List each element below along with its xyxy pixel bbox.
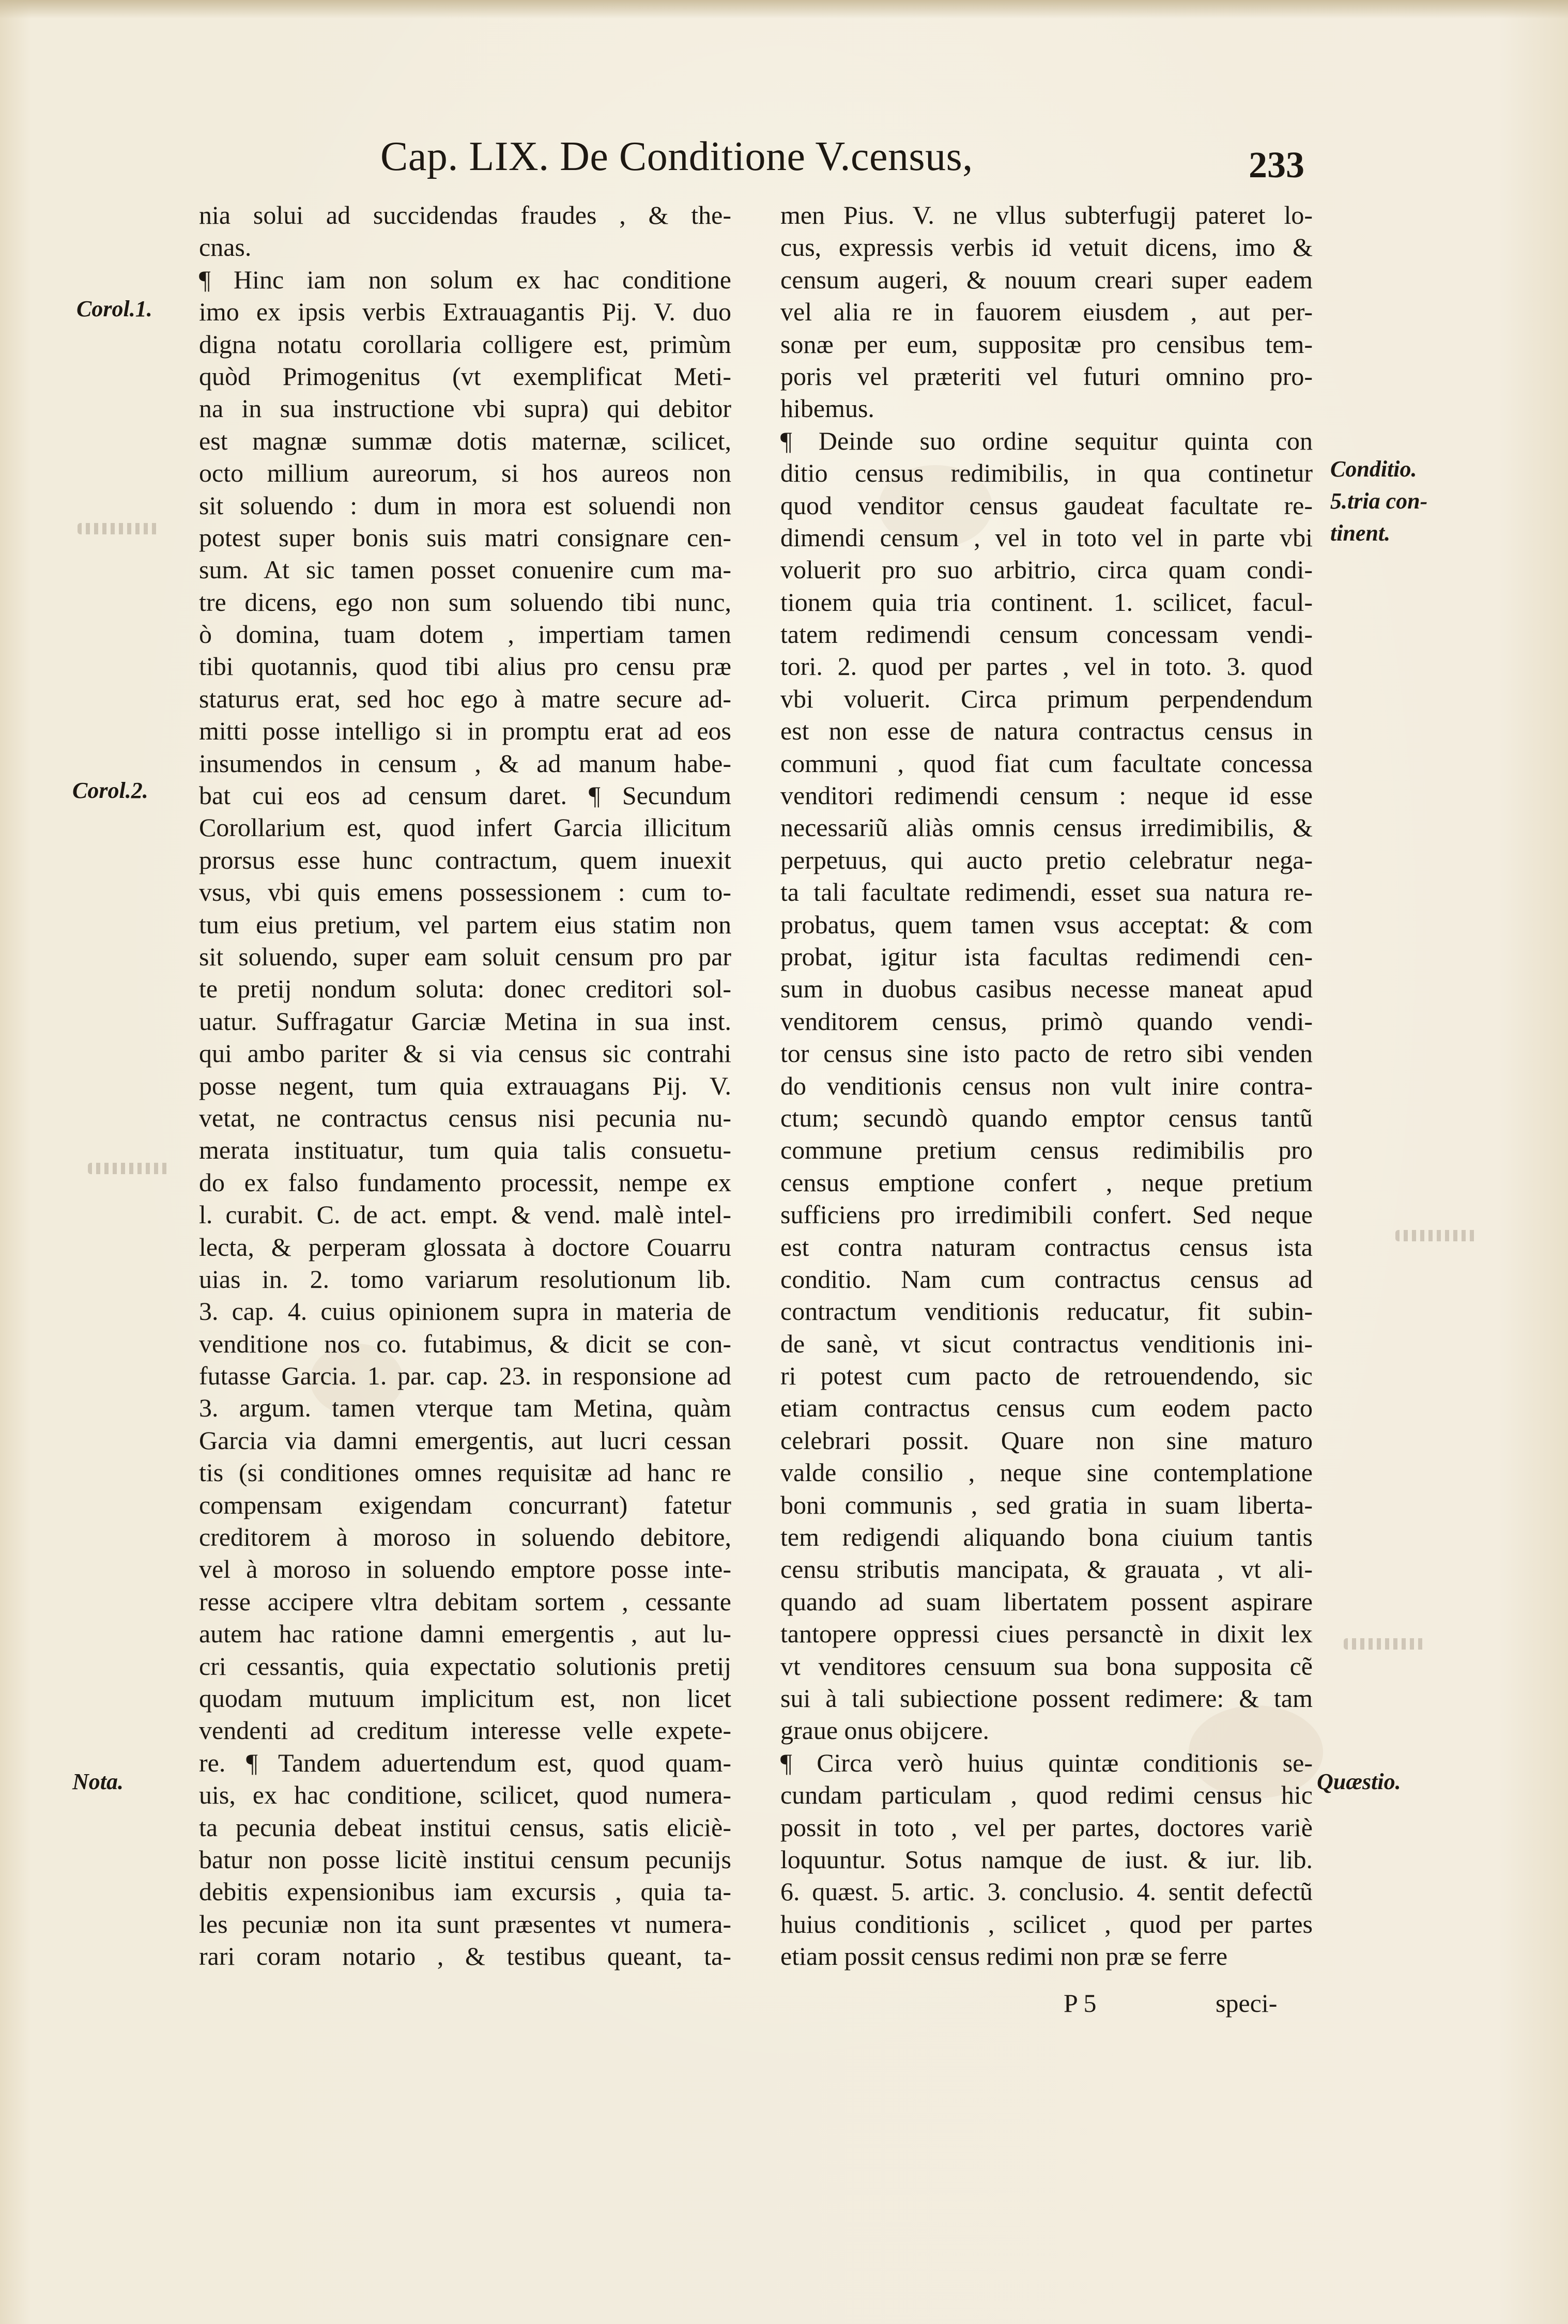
text-line: vendenti ad creditum interesse velle expete-: [199, 1716, 731, 1745]
text-line: uias in. 2. tomo variarum resolutionum lib.: [199, 1264, 731, 1294]
margin-note-conditio-line-2: 5.tria con-: [1330, 488, 1428, 514]
text-line: uatur. Suffragatur Garciæ Metina in sua inst.: [199, 1006, 731, 1036]
text-line: ¶ Hinc iam non solum ex hac conditione: [199, 265, 731, 294]
text-line: tatem redimendi censum concessam vendi-: [780, 620, 1313, 649]
text-line: digna notatu corollaria colligere est, primùm: [199, 329, 731, 359]
text-line: etiam possit census redimi non præ se ferre: [780, 1942, 1228, 1971]
page-number: 233: [1249, 144, 1304, 186]
text-line: venditione nos co. futabimus, & dicit se con-: [199, 1329, 731, 1358]
text-line: graue onus obijcere.: [780, 1716, 990, 1745]
text-line: huius conditionis , scilicet , quod per partes: [780, 1909, 1313, 1938]
text-line: staturus erat, sed hoc ego à matre secure ad-: [199, 684, 731, 713]
text-line: voluerit pro suo arbitrio, circa quam condi-: [780, 555, 1313, 584]
right-text-column: [780, 199, 1313, 1972]
text-line: sit soluendo, super eam soluit censum pro par: [199, 942, 731, 971]
text-line: ctum; secundò quando emptor census tantũ: [780, 1103, 1313, 1132]
text-line: boni communis , sed gratia in suam liberta-: [780, 1490, 1313, 1519]
bleed-through-mark: [78, 523, 160, 534]
text-line: tantopere oppressi ciues persanctè in dixit lex: [780, 1619, 1313, 1649]
catchword: speci-: [1216, 1989, 1278, 2018]
text-line: compensam exigendam concurrant) fatetur: [199, 1490, 731, 1519]
text-line: ¶ Deinde suo ordine sequitur quinta con: [780, 426, 1313, 455]
text-line: sufficiens pro irredimibili confert. Sed neque: [780, 1200, 1313, 1229]
text-line: loquuntur. Sotus namque de iust. & iur. lib.: [780, 1844, 1313, 1874]
text-line: tori. 2. quod per partes , vel in toto. 3. quod: [780, 652, 1313, 681]
text-line: quod venditor census gaudeat facultate re-: [780, 490, 1313, 520]
text-line: do ex falso fundamento processit, nempe ex: [199, 1167, 731, 1197]
text-line: resse accipere vltra debitam sortem , cessante: [199, 1587, 731, 1616]
margin-note-nota: Nota.: [72, 1769, 124, 1794]
text-line: venditorem census, primò quando vendi-: [780, 1006, 1313, 1036]
margin-note-quaestio: Quæstio.: [1317, 1769, 1401, 1794]
text-line: l. curabit. C. de act. empt. & vend. malè intel-: [199, 1200, 731, 1229]
text-line: probatus, quem tamen vsus acceptat: & com: [780, 910, 1313, 939]
text-line: tibi quotannis, quod tibi alius pro censu præ: [199, 652, 731, 681]
text-line: insumendos in censum , & ad manum habe-: [199, 748, 731, 778]
left-text-column: [199, 199, 731, 1972]
text-line: creditorem à moroso in soluendo debitore,: [199, 1522, 731, 1552]
text-line: cundam particulam , quod redimi census hic: [780, 1780, 1313, 1810]
text-line: na in sua instructione vbi supra) qui debitor: [199, 394, 731, 423]
page-header: [380, 128, 1311, 190]
text-line: est magnæ summæ dotis maternæ, scilicet,: [199, 426, 731, 455]
text-line: commune pretium census redimibilis pro: [780, 1135, 1313, 1165]
text-line: venditori redimendi censum : neque id esse: [780, 781, 1313, 810]
text-line: lecta, & perperam glossata à doctore Couarru: [199, 1232, 731, 1261]
margin-note-corol-1: Corol.1.: [76, 296, 152, 321]
text-line: debitis expensionibus iam excursis , quia ta-: [199, 1877, 731, 1906]
text-line: cnas.: [199, 233, 252, 262]
text-line: 6. quæst. 5. artic. 3. conclusio. 4. sentit defectũ: [780, 1877, 1313, 1906]
running-title: Cap. LIX. De Conditione V.census,: [380, 134, 973, 179]
text-line: autem hac ratione damni emergentis , aut lu-: [199, 1619, 731, 1649]
text-line: qui ambo pariter & si via census sic contrahi: [199, 1039, 731, 1068]
margin-note-conditio: Conditio.: [1330, 456, 1417, 482]
text-line: conditio. Nam cum contractus census ad: [780, 1264, 1313, 1294]
text-line: 3. cap. 4. cuius opinionem supra in materia de: [199, 1297, 731, 1326]
text-line: imo ex ipsis verbis Extrauagantis Pij. V. duo: [199, 297, 731, 327]
bleed-through-mark: [1395, 1230, 1478, 1241]
text-line: re. ¶ Tandem aduertendum est, quod quam-: [199, 1748, 731, 1777]
text-line: poris vel præteriti vel futuri omnino pro-: [780, 361, 1313, 391]
text-line: ta pecunia debeat institui census, satis eliciè-: [199, 1812, 731, 1842]
printer-signature: P 5: [1064, 1989, 1097, 2018]
text-line: merata instituatur, tum quia talis consuetu-: [199, 1135, 731, 1165]
text-line: men Pius. V. ne vllus subterfugij pateret lo-: [780, 201, 1313, 229]
page-top-edge: [0, 0, 1568, 19]
text-line: futasse Garcia. 1. par. cap. 23. in responsione ad: [199, 1361, 731, 1391]
text-line: les pecuniæ non ita sunt præsentes vt numera-: [199, 1909, 731, 1938]
text-line: possit in toto , vel per partes, doctores variè: [780, 1812, 1313, 1842]
text-line: 3. argum. tamen vterque tam Metina, quàm: [199, 1393, 731, 1423]
text-line: tionem quia tria continent. 1. scilicet, facul-: [780, 587, 1313, 617]
text-line: bat cui eos ad censum daret. ¶ Secundum: [199, 781, 731, 810]
text-line: do venditionis census non vult inire contra-: [780, 1071, 1313, 1100]
text-line: vetat, ne contractus census nisi pecunia nu-: [199, 1103, 731, 1132]
text-line: ò domina, tuam dotem , impertiam tamen: [199, 620, 731, 649]
margin-note-conditio-line-3: tinent.: [1330, 520, 1391, 546]
text-line: nia solui ad succidendas fraudes , & the-: [199, 201, 731, 229]
text-line: vsus, vbi quis emens possessionem : cum to-: [199, 878, 731, 907]
text-line: etiam contractus census cum eodem pacto: [780, 1393, 1313, 1423]
text-line: vel à moroso in soluendo emptore posse inte-: [199, 1555, 731, 1584]
text-line: contractum venditionis reducatur, fit subin-: [780, 1297, 1313, 1326]
text-line: vbi voluerit. Circa primum perpendendum: [780, 684, 1313, 713]
bleed-through-mark: [1344, 1638, 1426, 1650]
text-line: vel alia re in fauorem eiusdem , aut per-: [780, 297, 1313, 327]
text-line: octo millium aureorum, si hos aureos non: [199, 458, 731, 488]
text-line: hibemus.: [780, 394, 874, 423]
text-line: mitti posse intelligo si in promptu erat ad eos: [199, 716, 731, 746]
text-line: tre dicens, ego non sum soluendo tibi nunc,: [199, 587, 731, 617]
text-line: censum augeri, & nouum creari super eadem: [780, 265, 1313, 294]
text-line: communi , quod fiat cum facultate concessa: [780, 748, 1313, 778]
text-line: tis (si conditiones omnes requisitæ ad hanc re: [199, 1458, 731, 1487]
text-line: sui à tali subiectione possent redimere: & tam: [780, 1683, 1313, 1713]
text-line: potest super bonis suis matri consignare cen-: [199, 522, 731, 552]
text-line: quando ad suam libertatem possent aspirare: [780, 1587, 1313, 1616]
text-line: necessariũ aliàs omnis census irredimibilis, &: [780, 813, 1313, 842]
text-line: celebrari possit. Quare non sine maturo: [780, 1425, 1313, 1455]
text-line: tum eius pretium, vel partem eius statim non: [199, 910, 731, 939]
bleed-through-mark: [88, 1163, 171, 1174]
text-line: est contra naturam contractus census ista: [780, 1232, 1313, 1261]
text-line: posse negent, tum quia extrauagans Pij. V.: [199, 1071, 731, 1100]
margin-note-corol-2: Corol.2.: [72, 778, 148, 803]
text-line: sit soluendo : dum in mora est soluendi non: [199, 490, 731, 520]
text-line: uis, ex hac conditione, scilicet, quod numera-: [199, 1780, 731, 1810]
text-line: dimendi censum , vel in toto vel in parte vbi: [780, 522, 1313, 552]
text-line: probat, igitur ista facultas redimendi cen-: [780, 942, 1313, 971]
text-line: prorsus esse hunc contractum, quem inuexit: [199, 845, 731, 874]
text-line: Corollarium est, quod infert Garcia illicitum: [199, 813, 731, 842]
text-line: sum in duobus casibus necesse maneat apud: [780, 974, 1313, 1004]
text-line: censu stributis mancipata, & grauata , vt ali-: [780, 1555, 1313, 1584]
text-line: Garcia via damni emergentis, aut lucri cessan: [199, 1425, 731, 1455]
text-line: est non esse de natura contractus census in: [780, 716, 1313, 746]
text-line: tem redigendi aliquando bona ciuium tantis: [780, 1522, 1313, 1552]
text-line: quodam mutuum implicitum est, non licet: [199, 1683, 731, 1713]
text-line: census emptione confert , neque pretium: [780, 1167, 1313, 1197]
text-line: vt venditores censuum sua bona supposita cẽ: [780, 1651, 1313, 1681]
text-line: batur non posse licitè institui censum pecunijs: [199, 1844, 731, 1874]
text-line: cus, expressis verbis id vetuit dicens, imo &: [780, 233, 1313, 262]
text-line: valde consilio , neque sine contemplatione: [780, 1458, 1313, 1487]
text-line: cri cessantis, quia expectatio solutionis pretij: [199, 1651, 731, 1681]
text-line: tor census sine isto pacto de retro sibi venden: [780, 1039, 1313, 1068]
text-line: ditio census redimibilis, in qua continetur: [780, 458, 1313, 488]
text-line: sonæ per eum, suppositæ pro censibus tem-: [780, 329, 1313, 359]
text-line: rari coram notario , & testibus queant, ta-: [199, 1942, 731, 1971]
text-line: te pretij nondum soluta: donec creditori sol-: [199, 974, 731, 1004]
text-line: ¶ Circa verò huius quintæ conditionis se-: [780, 1748, 1313, 1777]
text-line: perpetuus, qui aucto pretio celebratur nega-: [780, 845, 1313, 874]
text-line: quòd Primogenitus (vt exemplificat Meti-: [199, 361, 731, 391]
text-line: ta tali facultate redimendi, esset sua natura re-: [780, 878, 1313, 907]
text-line: sum. At sic tamen posset conuenire cum ma-: [199, 555, 731, 584]
text-line: ri potest cum pacto de retrouendendo, sic: [780, 1361, 1313, 1391]
text-line: de sanè, vt sicut contractus venditionis ini-: [780, 1329, 1313, 1358]
